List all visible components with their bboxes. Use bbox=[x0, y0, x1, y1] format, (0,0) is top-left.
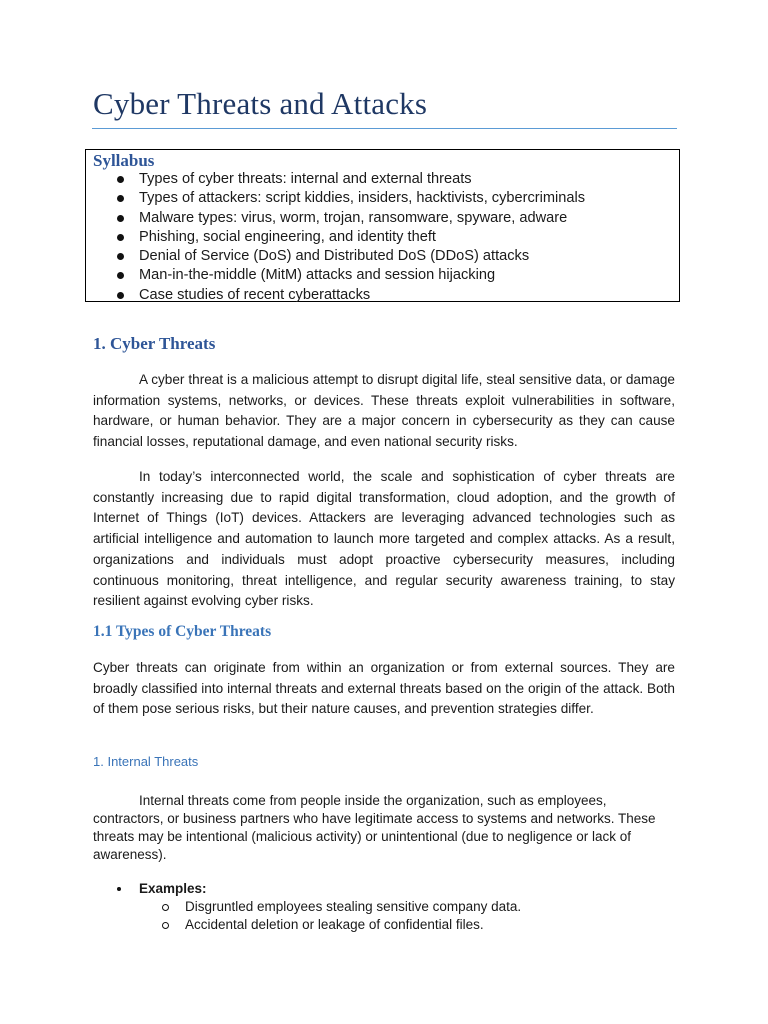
bullet-icon bbox=[117, 292, 124, 299]
bullet-icon bbox=[117, 215, 124, 222]
syllabus-box bbox=[85, 149, 680, 302]
circle-bullet-icon bbox=[162, 922, 169, 929]
bullet-icon bbox=[117, 176, 124, 183]
syllabus-item: Phishing, social engineering, and identity theft bbox=[86, 228, 585, 247]
syllabus-item: Types of attackers: script kiddies, insiders, hacktivists, cybercriminals bbox=[86, 189, 585, 208]
syllabus-item: Case studies of recent cyberattacks bbox=[86, 286, 585, 305]
examples-item bbox=[93, 880, 521, 934]
example-item: Accidental deletion or leakage of confidential files. bbox=[139, 916, 521, 934]
examples-sublist bbox=[139, 898, 521, 934]
bullet-icon bbox=[117, 234, 124, 241]
page-title: Cyber Threats and Attacks bbox=[93, 86, 428, 121]
heading-internal-threats: 1. Internal Threats bbox=[93, 754, 199, 769]
paragraph-interconnected-world: In today’s interconnected world, the scale and sophistication of cyber threats are constantly increasing due to rapid digital transformation, cloud adoption, and the growth of Internet of Things (IoT) devices. Attackers are leveraging advanced technologies such as artificial intelligence and automation to launch more targeted and complex attacks. As a result, organizations and individuals must adopt proactive cybersecurity measures, including continuous monitoring, threat intelligence, and regular security awareness training, to stay resilient against evolving cyber risks. bbox=[93, 469, 675, 609]
syllabus-item: Types of cyber threats: internal and external threats bbox=[86, 170, 585, 189]
paragraph-types-intro: Cyber threats can originate from within an organization or from external sources. They are broadly classified into internal threats and external threats based on the origin of the attack. Both of them pose serious risks, but their nature causes, and prevention strategies differ. bbox=[93, 660, 675, 717]
bullet-icon bbox=[117, 195, 124, 202]
syllabus-item: Man-in-the-middle (MitM) attacks and session hijacking bbox=[86, 266, 585, 285]
bullet-icon bbox=[117, 887, 121, 891]
syllabus-heading: Syllabus bbox=[93, 151, 155, 170]
bullet-icon bbox=[117, 253, 124, 260]
circle-bullet-icon bbox=[162, 904, 169, 911]
syllabus-list bbox=[86, 170, 585, 305]
examples-label: Examples: bbox=[139, 881, 207, 896]
section-heading-cyber-threats: 1. Cyber Threats bbox=[93, 334, 216, 353]
title-underline bbox=[92, 128, 677, 129]
syllabus-item: Denial of Service (DoS) and Distributed DoS (DDoS) attacks bbox=[86, 247, 585, 266]
examples-list bbox=[93, 880, 521, 934]
example-item: Disgruntled employees stealing sensitive company data. bbox=[139, 898, 521, 916]
paragraph-cyber-threat-definition: A cyber threat is a malicious attempt to disrupt digital life, steal sensitive data, or damage information systems, networks, or devices. These threats exploit vulnerabilities in software, hardware, or human behavior. They are a major concern in cybersecurity as they can cause financial losses, reputational damage, and even national security risks. bbox=[93, 372, 675, 450]
paragraph-internal-threats: Internal threats come from people inside the organization, such as employees, contractors, or business partners who have legitimate access to systems and networks. These threats may be intentional (malicious activity) or unintentional (due to negligence or lack of awareness). bbox=[93, 793, 656, 862]
syllabus-item: Malware types: virus, worm, trojan, ransomware, spyware, adware bbox=[86, 209, 585, 228]
bullet-icon bbox=[117, 272, 124, 279]
subsection-heading-types: 1.1 Types of Cyber Threats bbox=[93, 623, 272, 640]
